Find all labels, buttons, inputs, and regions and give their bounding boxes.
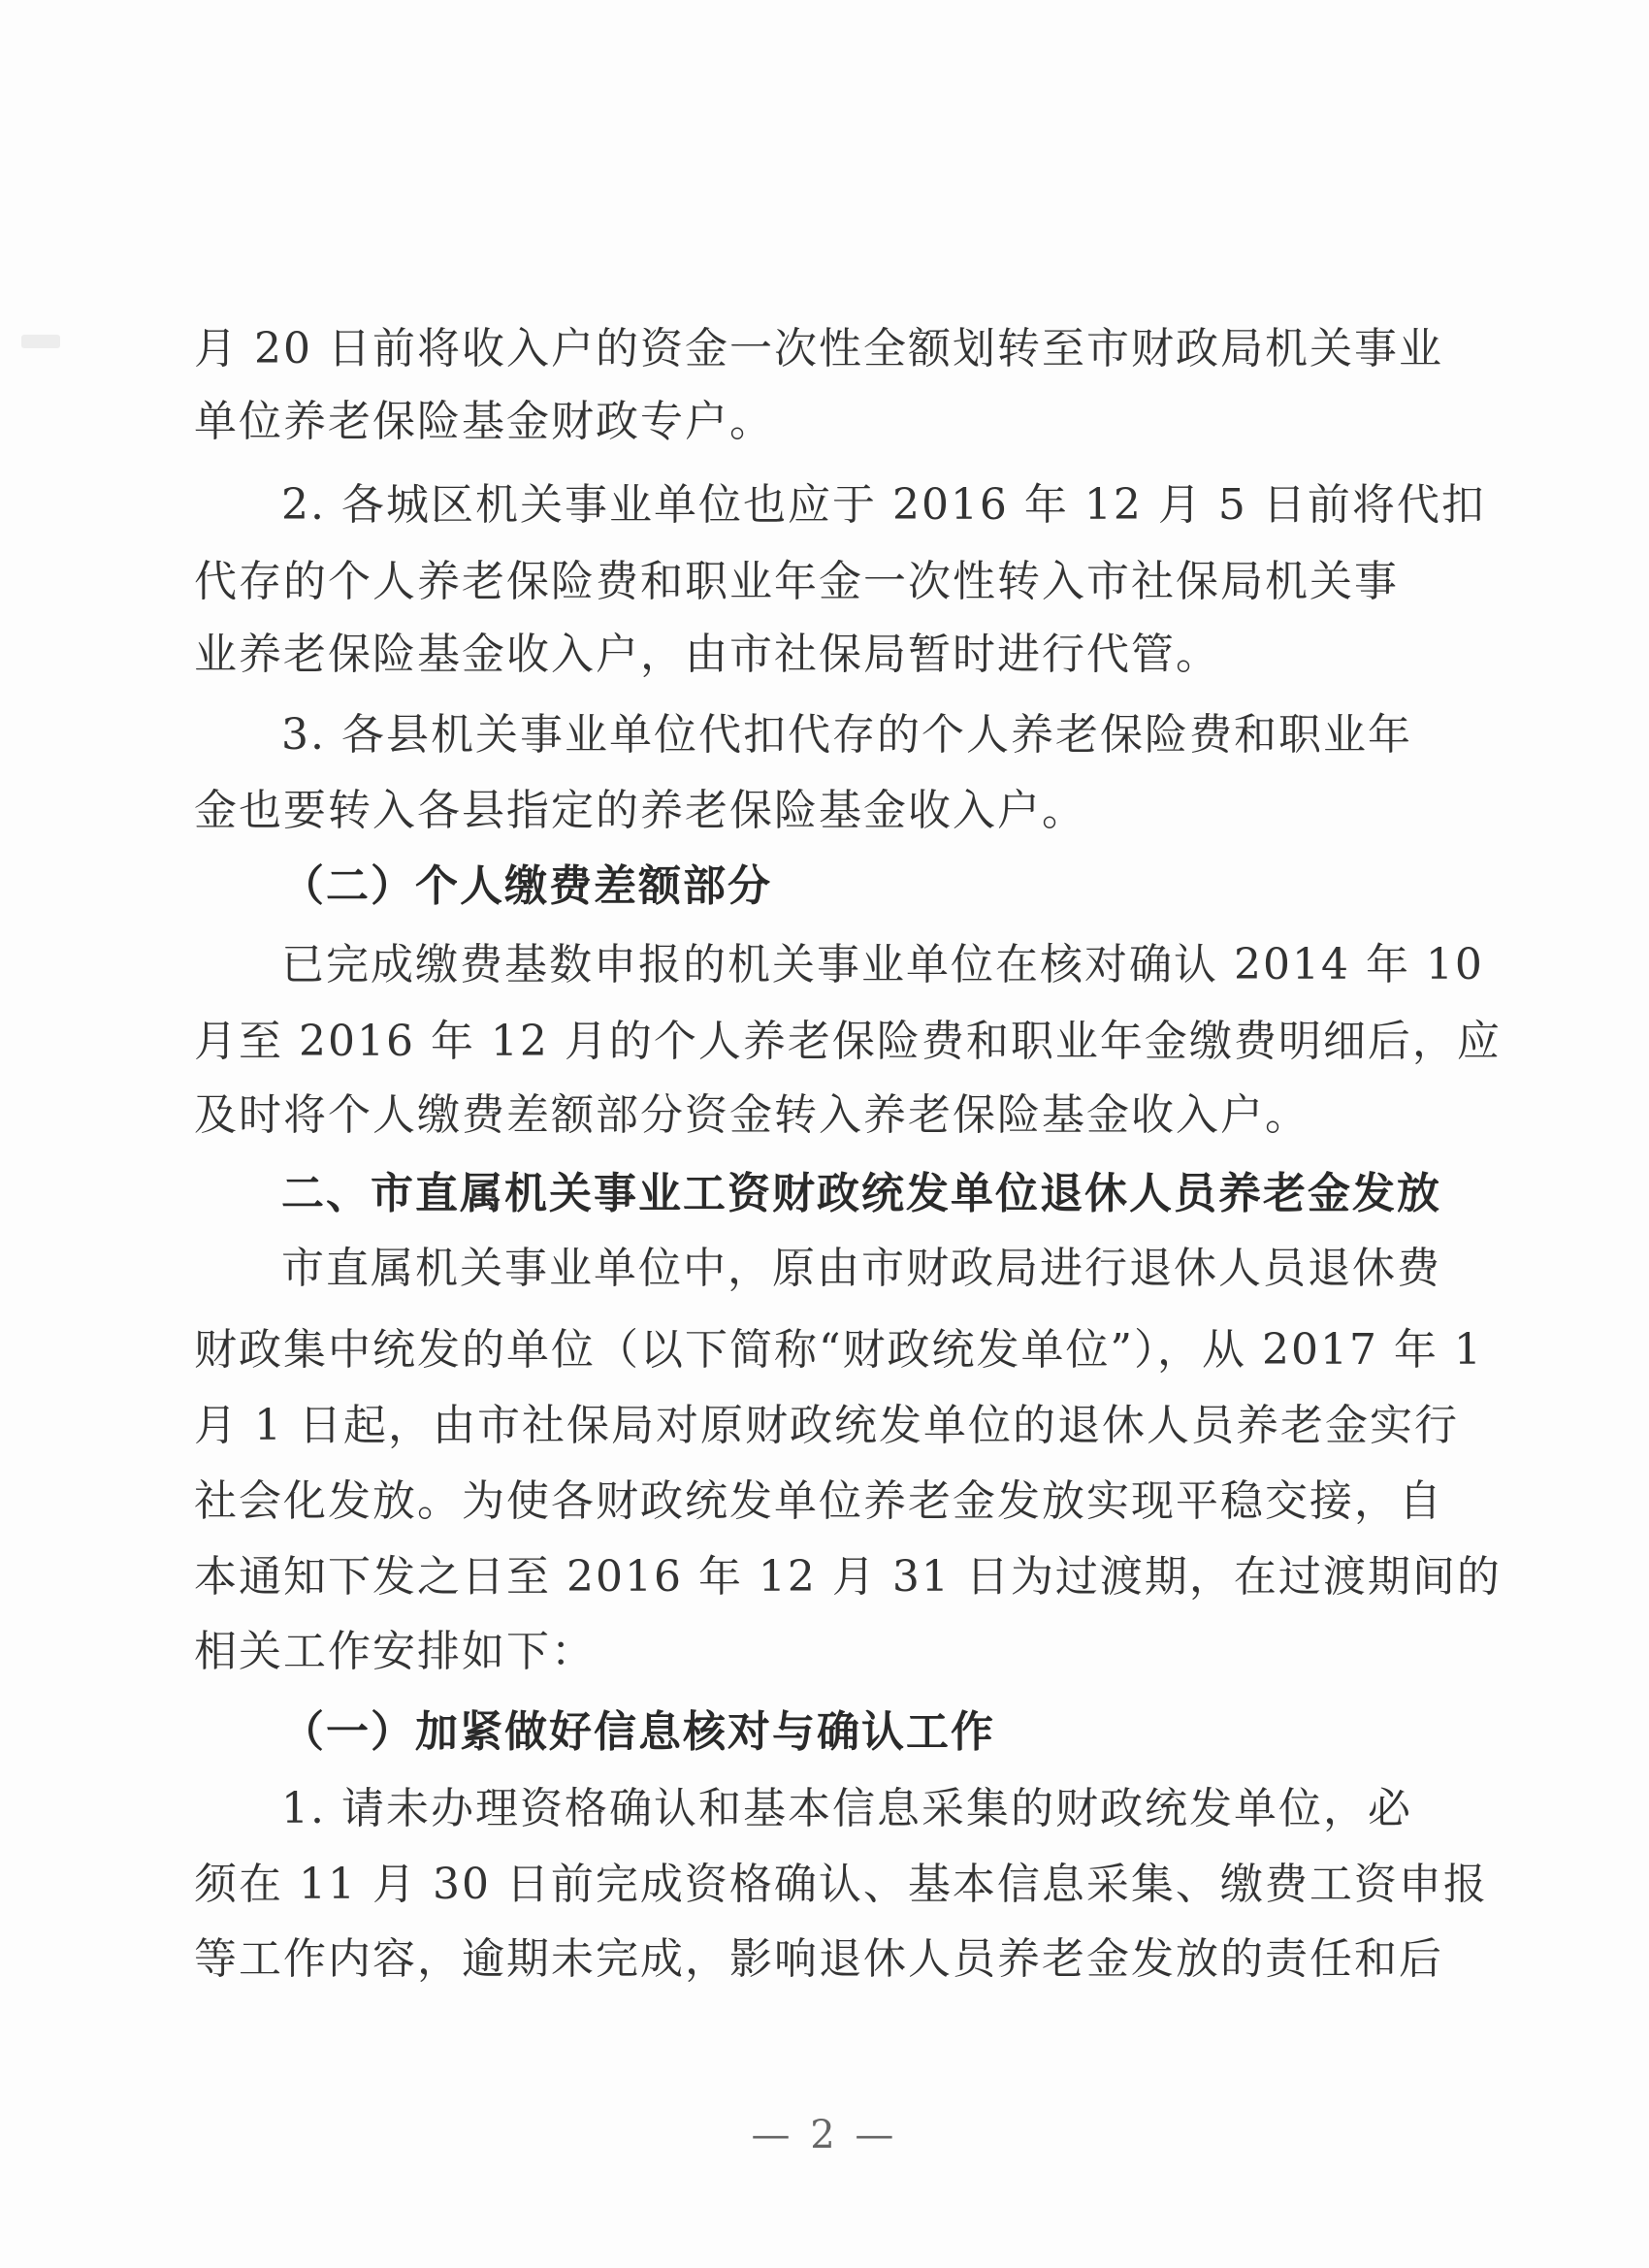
text-line	[0, 929, 1649, 1001]
text-line	[0, 546, 1649, 618]
line-text: 财政集中统发的单位（以下简称“财政统发单位”），从 2017 年 1	[194, 1325, 1483, 1375]
text-line	[0, 386, 1649, 458]
line-text: 单位养老保险基金财政专户。	[194, 397, 774, 446]
line-text: 2. 各城区机关事业单位也应于 2016 年 12 月 5 日前将代扣	[281, 480, 1486, 530]
text-line	[0, 1233, 1649, 1305]
section-heading	[0, 1697, 1649, 1768]
line-text: 已完成缴费基数申报的机关事业单位在核对确认 2014 年 10	[281, 940, 1484, 989]
text-line	[0, 699, 1649, 771]
text-line	[0, 1080, 1649, 1151]
line-text: 月 1 日起，由市社保局对原财政统发单位的退休人员养老金实行	[194, 1401, 1459, 1450]
line-text: 月至 2016 年 12 月的个人养老保险费和职业年金缴费明细后，应	[194, 1017, 1502, 1066]
text-line	[0, 1541, 1649, 1613]
line-text: 及时将个人缴费差额部分资金转入养老保险基金收入户。	[194, 1090, 1310, 1140]
text-line	[0, 313, 1649, 385]
text-line	[0, 1924, 1649, 1995]
line-text: 金也要转入各县指定的养老保险基金收入户。	[194, 786, 1086, 835]
heading-text: 二、市直属机关事业工资财政统发单位退休人员养老金发放	[281, 1169, 1441, 1218]
text-line	[0, 1773, 1649, 1845]
text-line	[0, 1616, 1649, 1688]
line-text: 市直属机关事业单位中，原由市财政局进行退休人员退休费	[281, 1244, 1441, 1293]
heading-text: （二）个人缴费差额部分	[281, 861, 772, 911]
line-text: 1. 请未办理资格确认和基本信息采集的财政统发单位，必	[281, 1784, 1412, 1833]
line-text: 等工作内容，逾期未完成，影响退休人员养老金发放的责任和后	[194, 1934, 1443, 1984]
line-text: 本通知下发之日至 2016 年 12 月 31 日为过渡期，在过渡期间的	[194, 1552, 1502, 1602]
text-line	[0, 775, 1649, 847]
line-text: 3. 各县机关事业单位代扣代存的个人养老保险费和职业年	[281, 710, 1412, 760]
line-text: 相关工作安排如下：	[194, 1627, 596, 1676]
section-heading	[0, 851, 1649, 923]
text-line	[0, 1006, 1649, 1078]
chapter-heading	[0, 1158, 1649, 1230]
line-text: 社会化发放。为使各财政统发单位养老金发放实现平稳交接，自	[194, 1476, 1443, 1526]
text-line	[0, 1849, 1649, 1921]
text-line	[0, 1390, 1649, 1462]
line-text: 须在 11 月 30 日前完成资格确认、基本信息采集、缴费工资申报	[194, 1860, 1488, 1909]
text-line	[0, 470, 1649, 541]
heading-text: （一）加紧做好信息核对与确认工作	[281, 1707, 995, 1757]
line-text: 月 20 日前将收入户的资金一次性全额划转至市财政局机关事业	[194, 324, 1443, 373]
line-text: 代存的个人养老保险费和职业年金一次性转入市社保局机关事	[194, 557, 1399, 606]
text-line	[0, 619, 1649, 691]
text-line	[0, 1466, 1649, 1538]
text-line	[0, 1314, 1649, 1386]
line-text: 业养老保险基金收入户，由市社保局暂时进行代管。	[194, 630, 1220, 679]
page-number: — 2 —	[751, 2113, 898, 2157]
